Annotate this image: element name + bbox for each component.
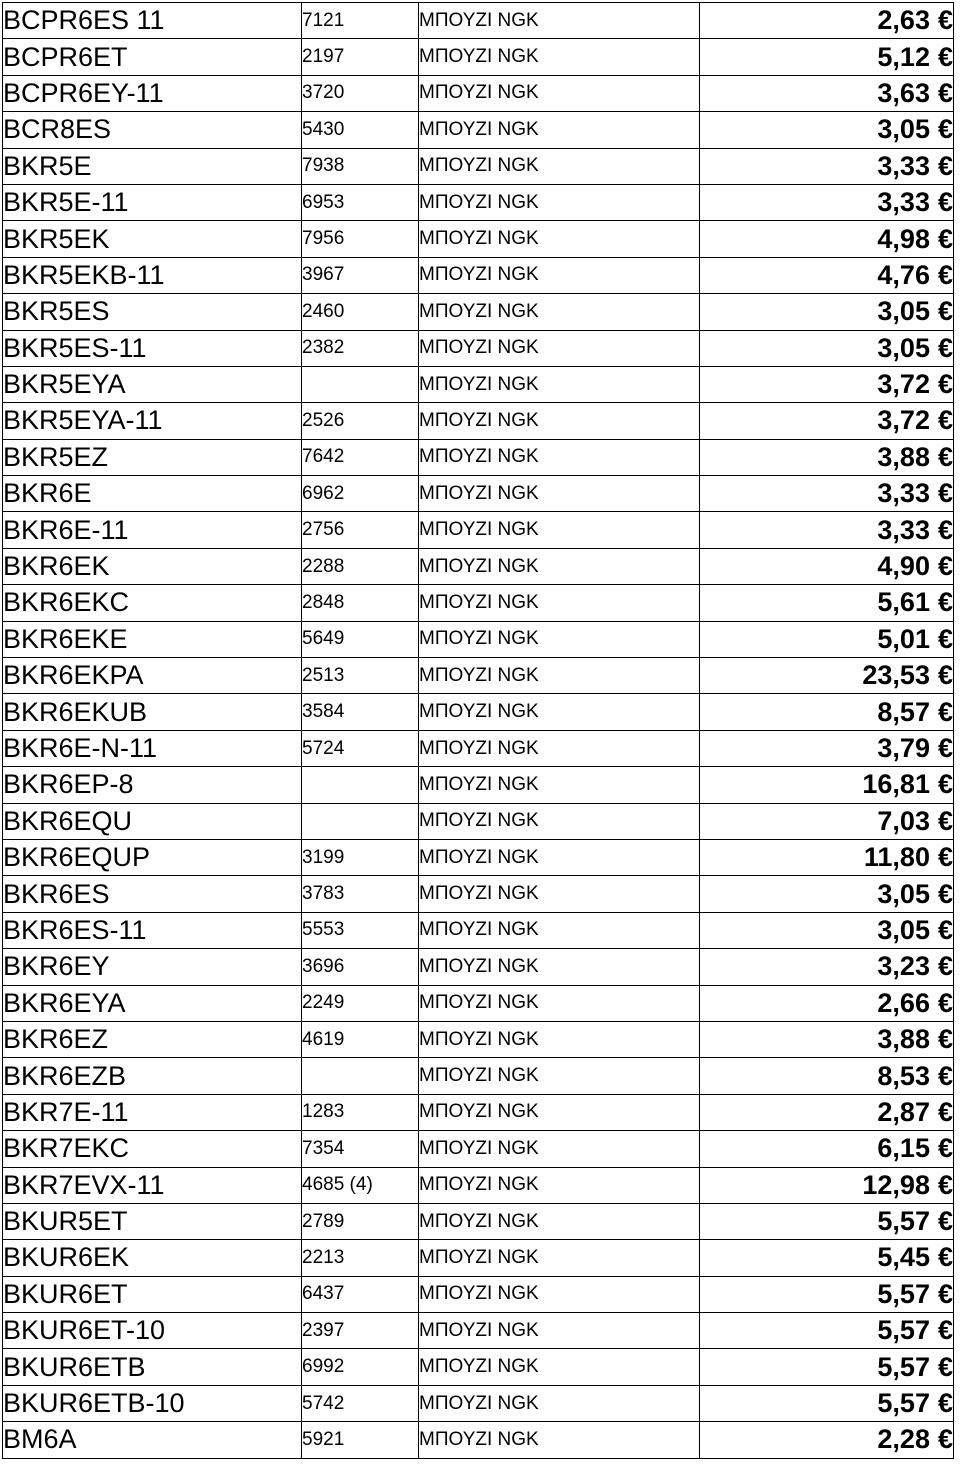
part-code-cell: BKR7EKC [3,1131,302,1167]
price-value: 3,88 [877,441,930,472]
part-code-cell: BKUR6ETB-10 [3,1385,302,1421]
euro-icon: € [937,1242,953,1273]
euro-icon: € [937,369,953,400]
price-cell [700,1167,954,1203]
description-cell: ΜΠΟΥΖΙ NGK [419,621,700,657]
price-value: 4,76 [877,259,930,290]
price-cell [700,512,954,548]
description-cell: ΜΠΟΥΖΙ NGK [419,548,700,584]
price-cell [700,585,954,621]
price-cell [700,1021,954,1057]
table-row [3,439,954,475]
item-number-cell: 5649 [302,621,419,657]
price-value: 4,98 [877,223,930,254]
item-number-cell: 2249 [302,985,419,1021]
price-value: 5,57 [877,1278,930,1309]
part-code-cell: BKR6ES [3,876,302,912]
description-cell: ΜΠΟΥΖΙ NGK [419,294,700,330]
item-number-cell: 3720 [302,75,419,111]
item-number-cell: 2397 [302,1313,419,1349]
price-value: 3,05 [877,878,930,909]
euro-icon: € [937,223,953,254]
part-code-cell: BKR5EKB-11 [3,257,302,293]
price-cell [700,1349,954,1385]
euro-icon: € [937,259,953,290]
price-value: 5,61 [877,587,930,618]
description-cell: ΜΠΟΥΖΙ NGK [419,803,700,839]
price-value: 5,45 [877,1242,930,1273]
item-number-cell: 5724 [302,730,419,766]
part-code-cell: BKR5EYA [3,366,302,402]
table-row [3,548,954,584]
table-row [3,75,954,111]
table-row [3,148,954,184]
price-value: 23,53 [862,660,930,691]
price-cell [700,548,954,584]
price-value: 4,90 [877,551,930,582]
part-code-cell: BKR6E [3,476,302,512]
price-cell [700,1240,954,1276]
price-cell [700,403,954,439]
description-cell: ΜΠΟΥΖΙ NGK [419,476,700,512]
price-cell [700,366,954,402]
part-code-cell: BKR6EYA [3,985,302,1021]
price-cell [700,75,954,111]
price-cell [700,767,954,803]
price-value: 2,28 [877,1424,930,1455]
euro-icon: € [937,5,953,36]
description-cell: ΜΠΟΥΖΙ NGK [419,1131,700,1167]
price-value: 12,98 [862,1169,930,1200]
description-cell: ΜΠΟΥΖΙ NGK [419,949,700,985]
price-cell [700,1422,954,1458]
euro-icon: € [937,187,953,218]
part-code-cell: BKR6EK [3,548,302,584]
euro-icon: € [937,296,953,327]
euro-icon: € [937,1424,953,1455]
part-code-cell: BKR5E [3,148,302,184]
euro-icon: € [937,951,953,982]
description-cell: ΜΠΟΥΖΙ NGK [419,112,700,148]
item-number-cell: 2382 [302,330,419,366]
euro-icon: € [937,878,953,909]
part-code-cell: BKR6EZB [3,1058,302,1094]
euro-icon: € [937,1388,953,1419]
description-cell: ΜΠΟΥΖΙ NGK [419,221,700,257]
part-code-cell: BKUR6ET-10 [3,1313,302,1349]
euro-icon: € [937,1206,953,1237]
description-cell: ΜΠΟΥΖΙ NGK [419,585,700,621]
price-value: 3,05 [877,332,930,363]
item-number-cell [302,366,419,402]
table-row [3,512,954,548]
part-code-cell: BKR5ES [3,294,302,330]
price-cell [700,949,954,985]
item-number-cell: 3783 [302,876,419,912]
price-cell [700,658,954,694]
part-code-cell: BCPR6EY-11 [3,75,302,111]
price-cell [700,839,954,875]
euro-icon: € [937,405,953,436]
price-cell [700,730,954,766]
table-row [3,1422,954,1458]
price-value: 3,88 [877,1024,930,1055]
table-row [3,1349,954,1385]
price-cell [700,39,954,75]
part-code-cell: BKUR6ET [3,1276,302,1312]
price-value: 5,57 [877,1315,930,1346]
item-number-cell: 7121 [302,3,419,39]
item-number-cell: 2213 [302,1240,419,1276]
euro-icon: € [937,696,953,727]
part-code-cell: BKR5EYA-11 [3,403,302,439]
euro-icon: € [937,842,953,873]
part-code-cell: BCR8ES [3,112,302,148]
price-cell [700,912,954,948]
description-cell: ΜΠΟΥΖΙ NGK [419,148,700,184]
table-row [3,621,954,657]
table-row [3,658,954,694]
part-code-cell: BKUR6ETB [3,1349,302,1385]
description-cell: ΜΠΟΥΖΙ NGK [419,366,700,402]
part-code-cell: BKR6EP-8 [3,767,302,803]
euro-icon: € [937,733,953,763]
table-row [3,221,954,257]
table-row [3,366,954,402]
item-number-cell: 2526 [302,403,419,439]
price-cell [700,1313,954,1349]
euro-icon: € [937,1315,953,1346]
price-value: 5,12 [877,41,930,72]
euro-icon: € [937,1024,953,1055]
table-row [3,1058,954,1094]
euro-icon: € [937,514,953,545]
euro-icon: € [937,150,953,181]
euro-icon: € [937,805,953,836]
description-cell: ΜΠΟΥΖΙ NGK [419,512,700,548]
price-value: 3,72 [877,369,930,400]
price-value: 11,80 [863,842,930,873]
description-cell: ΜΠΟΥΖΙ NGK [419,39,700,75]
item-number-cell: 4619 [302,1021,419,1057]
part-code-cell: BKR5EK [3,221,302,257]
table-row [3,876,954,912]
description-cell: ΜΠΟΥΖΙ NGK [419,1094,700,1130]
part-code-cell: BCPR6ET [3,39,302,75]
price-cell [700,1203,954,1239]
part-code-cell: BKR6EQU [3,803,302,839]
price-cell [700,621,954,657]
part-code-cell: BKR6EY [3,949,302,985]
price-cell [700,803,954,839]
price-cell [700,1094,954,1130]
description-cell: ΜΠΟΥΖΙ NGK [419,439,700,475]
price-cell [700,184,954,220]
description-cell: ΜΠΟΥΖΙ NGK [419,3,700,39]
item-number-cell [302,803,419,839]
price-value: 8,53 [877,1060,930,1091]
price-value: 2,63 [877,5,930,36]
price-value: 7,03 [877,805,930,836]
price-cell [700,257,954,293]
price-value: 2,66 [877,987,930,1018]
euro-icon: € [937,114,953,145]
item-number-cell: 7642 [302,439,419,475]
euro-icon: € [937,551,953,582]
part-code-cell: BKUR6EK [3,1240,302,1276]
price-cell [700,439,954,475]
euro-icon: € [937,587,953,618]
part-code-cell: BKR5EZ [3,439,302,475]
table-row [3,1021,954,1057]
price-value: 3,23 [877,951,930,982]
euro-icon: € [937,441,953,472]
euro-icon: € [937,1096,953,1127]
price-cell [700,1131,954,1167]
item-number-cell: 1283 [302,1094,419,1130]
table-row [3,1240,954,1276]
price-cell [700,112,954,148]
price-value: 3,79 [877,733,930,763]
price-value: 3,63 [877,77,930,108]
table-row [3,1203,954,1239]
table-row [3,1167,954,1203]
description-cell: ΜΠΟΥΖΙ NGK [419,985,700,1021]
item-number-cell: 7956 [302,221,419,257]
description-cell: ΜΠΟΥΖΙ NGK [419,1313,700,1349]
price-value: 16,81 [862,769,930,800]
price-value: 3,72 [877,405,930,436]
description-cell: ΜΠΟΥΖΙ NGK [419,1021,700,1057]
part-code-cell: BKR6EKC [3,585,302,621]
item-number-cell: 2756 [302,512,419,548]
item-number-cell: 2460 [302,294,419,330]
euro-icon: € [937,1133,953,1164]
euro-icon: € [937,41,953,72]
table-row [3,585,954,621]
item-number-cell: 6953 [302,184,419,220]
table-row [3,403,954,439]
part-code-cell: BKR6EKE [3,621,302,657]
price-value: 5,57 [877,1206,930,1237]
part-code-cell: BKR6EKPA [3,658,302,694]
euro-icon: € [937,1351,953,1382]
price-cell [700,221,954,257]
item-number-cell: 7938 [302,148,419,184]
table-row [3,949,954,985]
item-number-cell: 6962 [302,476,419,512]
euro-icon: € [937,332,953,363]
item-number-cell: 2197 [302,39,419,75]
price-value: 3,05 [877,114,930,145]
table-row [3,767,954,803]
price-value: 3,33 [877,478,930,509]
description-cell: ΜΠΟΥΖΙ NGK [419,658,700,694]
table-row [3,839,954,875]
price-cell [700,694,954,730]
table-row [3,730,954,766]
price-value: 5,57 [877,1388,930,1419]
table-row [3,39,954,75]
item-number-cell: 3967 [302,257,419,293]
description-cell: ΜΠΟΥΖΙ NGK [419,1203,700,1239]
description-cell: ΜΠΟΥΖΙ NGK [419,257,700,293]
euro-icon: € [937,1060,953,1091]
table-row [3,803,954,839]
price-cell [700,876,954,912]
euro-icon: € [937,77,953,108]
euro-icon: € [937,769,953,800]
table-row [3,912,954,948]
part-code-cell: BKR6E-11 [3,512,302,548]
table-row [3,184,954,220]
price-cell [700,1058,954,1094]
price-value: 8,57 [877,696,930,727]
description-cell: ΜΠΟΥΖΙ NGK [419,1058,700,1094]
euro-icon: € [937,987,953,1018]
table-row [3,330,954,366]
description-cell: ΜΠΟΥΖΙ NGK [419,75,700,111]
item-number-cell: 6992 [302,1349,419,1385]
price-cell [700,148,954,184]
description-cell: ΜΠΟΥΖΙ NGK [419,1276,700,1312]
price-value: 2,87 [877,1096,930,1127]
part-code-cell: BM6A [3,1422,302,1458]
description-cell: ΜΠΟΥΖΙ NGK [419,694,700,730]
table-row [3,985,954,1021]
euro-icon: € [937,623,953,654]
table-row [3,1094,954,1130]
price-cell [700,330,954,366]
table-row [3,694,954,730]
price-value: 5,57 [877,1351,930,1382]
part-code-cell: BKUR5ET [3,1203,302,1239]
item-number-cell: 2848 [302,585,419,621]
description-cell: ΜΠΟΥΖΙ NGK [419,184,700,220]
price-value: 5,01 [877,623,930,654]
table-row [3,294,954,330]
price-value: 3,33 [877,187,930,218]
item-number-cell: 2789 [302,1203,419,1239]
description-cell: ΜΠΟΥΖΙ NGK [419,767,700,803]
table-row [3,1385,954,1421]
euro-icon: € [937,478,953,509]
item-number-cell: 5921 [302,1422,419,1458]
price-list-body [3,3,954,1459]
description-cell: ΜΠΟΥΖΙ NGK [419,912,700,948]
item-number-cell: 3199 [302,839,419,875]
description-cell: ΜΠΟΥΖΙ NGK [419,876,700,912]
item-number-cell: 6437 [302,1276,419,1312]
item-number-cell: 5742 [302,1385,419,1421]
price-value: 3,33 [877,150,930,181]
item-number-cell: 2288 [302,548,419,584]
item-number-cell: 4685 (4) [302,1167,419,1203]
price-cell [700,1276,954,1312]
part-code-cell: BKR7E-11 [3,1094,302,1130]
item-number-cell: 5553 [302,912,419,948]
price-list-table [2,2,954,1459]
item-number-cell: 7354 [302,1131,419,1167]
table-row [3,476,954,512]
price-cell [700,1385,954,1421]
euro-icon: € [937,1169,953,1200]
description-cell: ΜΠΟΥΖΙ NGK [419,1167,700,1203]
table-row [3,1276,954,1312]
description-cell: ΜΠΟΥΖΙ NGK [419,730,700,766]
price-cell [700,3,954,39]
euro-icon: € [937,1278,953,1309]
price-value: 3,05 [877,914,930,945]
table-row [3,112,954,148]
part-code-cell: BKR6E-N-11 [3,730,302,766]
table-row [3,257,954,293]
part-code-cell: BCPR6ES 11 [3,3,302,39]
price-value: 6,15 [877,1133,930,1164]
description-cell: ΜΠΟΥΖΙ NGK [419,839,700,875]
price-value: 3,33 [877,514,930,545]
price-cell [700,294,954,330]
table-row [3,3,954,39]
part-code-cell: BKR6EKUB [3,694,302,730]
description-cell: ΜΠΟΥΖΙ NGK [419,1385,700,1421]
description-cell: ΜΠΟΥΖΙ NGK [419,1240,700,1276]
euro-icon: € [937,914,953,945]
price-cell [700,476,954,512]
table-row [3,1313,954,1349]
price-cell [700,985,954,1021]
item-number-cell [302,1058,419,1094]
description-cell: ΜΠΟΥΖΙ NGK [419,1422,700,1458]
part-code-cell: BKR5ES-11 [3,330,302,366]
part-code-cell: BKR6EQUP [3,839,302,875]
item-number-cell: 3696 [302,949,419,985]
description-cell: ΜΠΟΥΖΙ NGK [419,330,700,366]
item-number-cell: 5430 [302,112,419,148]
item-number-cell: 2513 [302,658,419,694]
part-code-cell: BKR7EVX-11 [3,1167,302,1203]
table-row [3,1131,954,1167]
description-cell: ΜΠΟΥΖΙ NGK [419,1349,700,1385]
item-number-cell [302,767,419,803]
item-number-cell: 3584 [302,694,419,730]
part-code-cell: BKR6ES-11 [3,912,302,948]
description-cell: ΜΠΟΥΖΙ NGK [419,403,700,439]
part-code-cell: BKR6EZ [3,1021,302,1057]
price-value: 3,05 [877,296,930,327]
euro-icon: € [937,660,953,691]
part-code-cell: BKR5E-11 [3,184,302,220]
